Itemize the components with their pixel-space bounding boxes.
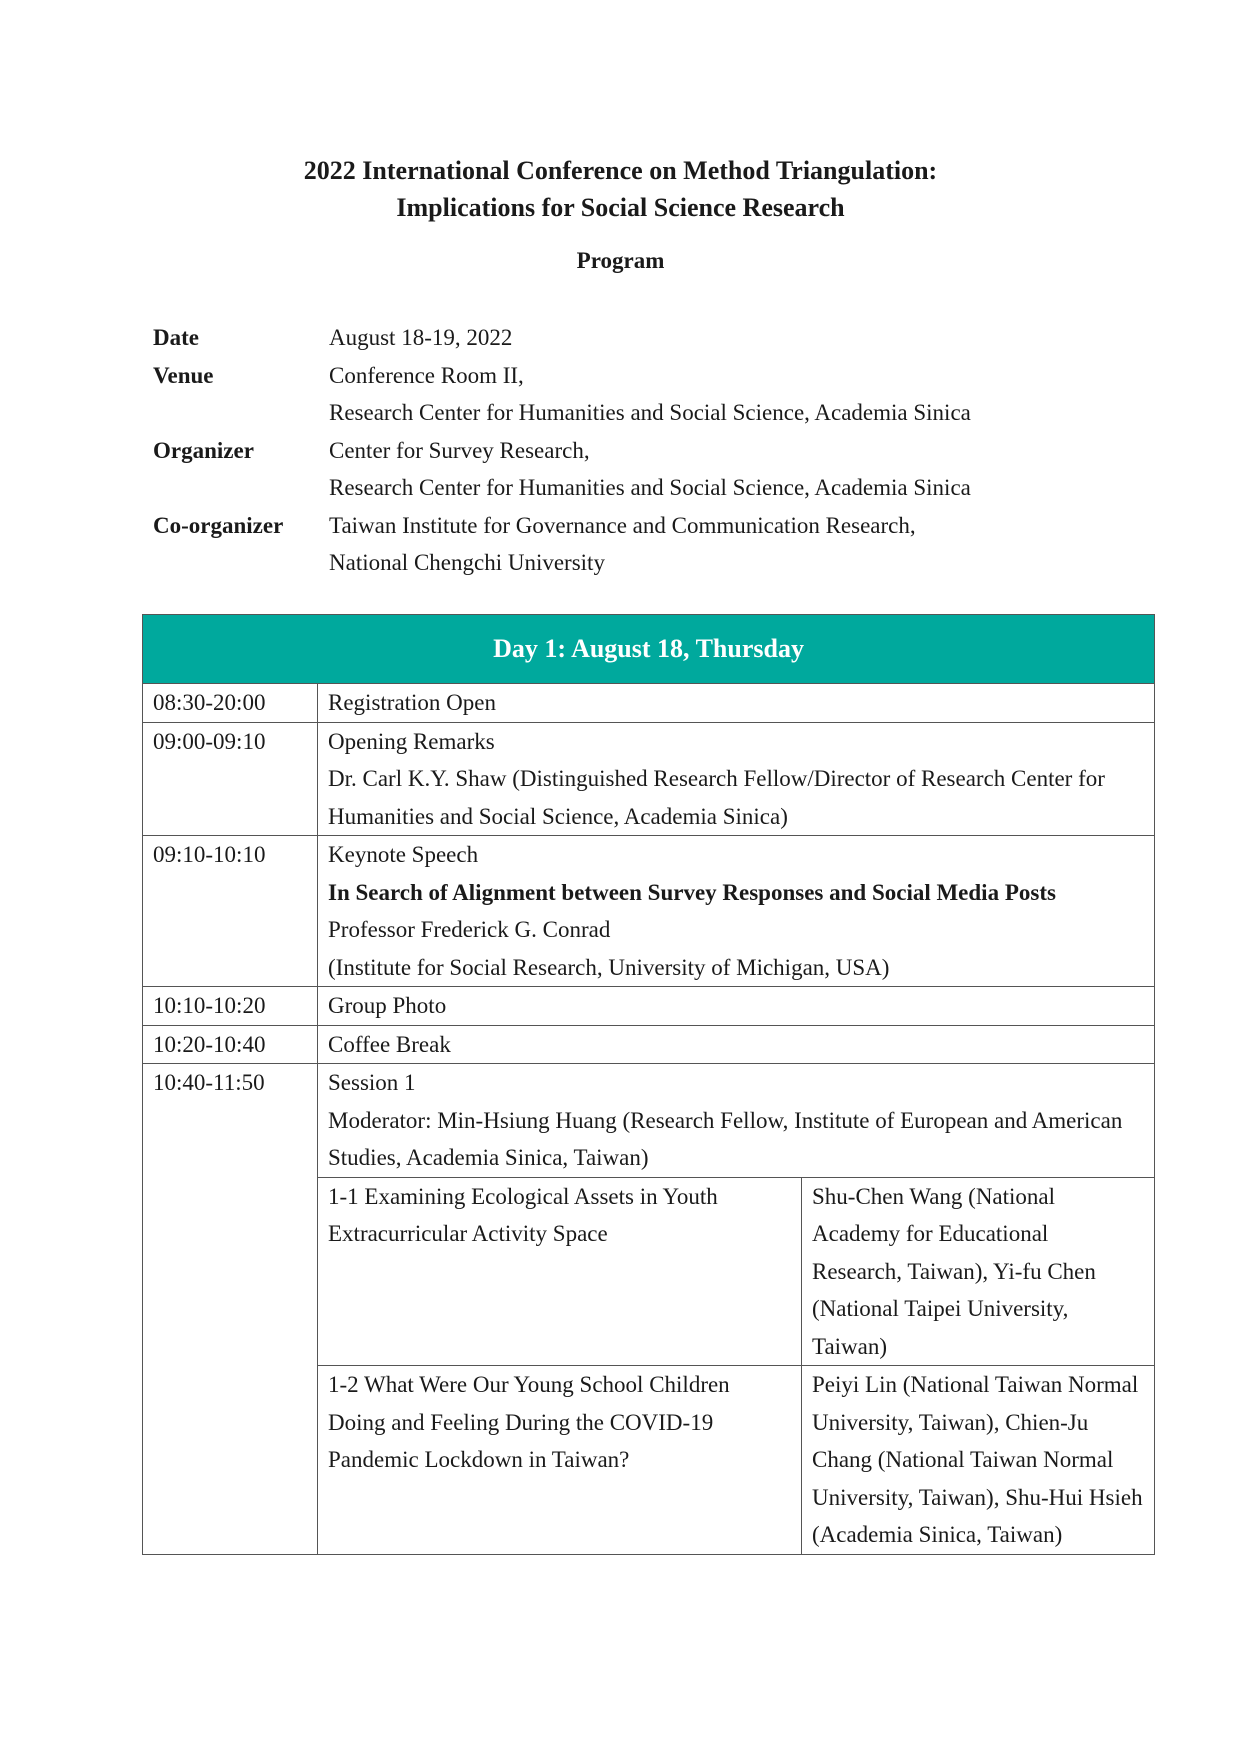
day-header: Day 1: August 18, Thursday [143,615,1155,684]
schedule-row [143,722,1155,836]
time-cell: 10:40-11:50 [143,1064,318,1555]
event-cell [318,1064,1155,1178]
date-value: August 18-19, 2022 [329,325,513,350]
schedule-row [143,836,1155,987]
venue-line-1: Conference Room II, [329,362,524,388]
paper-title: 1-1 Examining Ecological Assets in Youth Extracurricular Activity Space [318,1177,802,1366]
schedule-row [143,1025,1155,1064]
event-cell: Registration Open [318,684,1155,723]
venue-line-2: Research Center for Humanities and Social Science, Academia Sinica [329,400,971,425]
schedule-row [143,684,1155,723]
info-row-coorganizer [153,507,1089,582]
day-header-row [143,615,1155,684]
session-moderator: Moderator: Min-Hsiung Huang (Research Fellow, Institute of European and American Studies, Academia Sinica, Taiwan) [328,1107,1123,1170]
organizer-line-2: Research Center for Humanities and Social Science, Academia Sinica [329,475,971,500]
venue-label: Venue [153,362,214,388]
title-line-2: Implications for Social Science Research [396,193,845,222]
event-speaker: Dr. Carl K.Y. Shaw (Distinguished Research Fellow/Director of Research Center for Humanities and Social Science, Academia Sinica) [328,766,1105,829]
event-cell: Group Photo [318,987,1155,1026]
coorganizer-value [329,507,1089,582]
event-cell [318,722,1155,836]
event-cell: Coffee Break [318,1025,1155,1064]
info-row-date [153,319,1089,357]
program-heading: Program [576,248,665,273]
organizer-line-1: Center for Survey Research, [329,437,590,463]
organizer-label: Organizer [153,437,254,463]
event-speaker: Professor Frederick G. Conrad [328,917,611,942]
date-label: Date [153,325,199,350]
time-cell: 10:20-10:40 [143,1025,318,1064]
info-row-venue [153,357,1089,432]
event-title: Keynote Speech [328,842,479,867]
event-title: Opening Remarks [328,728,495,754]
title-line-1: 2022 International Conference on Method Triangulation: [303,156,938,185]
info-row-organizer [153,432,1089,507]
coorganizer-label: Co-organizer [153,512,284,538]
paper-authors: Shu-Chen Wang (National Academy for Educational Research, Taiwan), Yi-fu Chen (National Taipei University, Taiwan) [802,1177,1155,1366]
coorganizer-line-1: Taiwan Institute for Governance and Communication Research, [329,512,916,538]
paper-authors: Peiyi Lin (National Taiwan Normal University, Taiwan), Chien-Ju Chang (National Taiwan Normal University, Taiwan), Shu-Hui Hsieh (Academia Sinica, Taiwan) [802,1366,1155,1555]
paper-title: 1-2 What Were Our Young School Children Doing and Feeling During the COVID-19 Pandemic Lockdown in Taiwan? [318,1366,802,1555]
session-title: Session 1 [328,1070,416,1095]
venue-value [329,357,1089,432]
time-cell: 09:00-09:10 [143,722,318,836]
schedule-table [142,614,1155,1555]
time-cell: 08:30-20:00 [143,684,318,723]
document-title [0,152,1241,226]
speaker-affiliation: (Institute for Social Research, University of Michigan, USA) [328,954,890,980]
conference-info [153,319,1089,582]
schedule-row [143,987,1155,1026]
event-cell [318,836,1155,987]
organizer-value [329,432,1089,507]
coorganizer-line-2: National Chengchi University [329,550,605,575]
schedule-row [143,1064,1155,1178]
time-cell: 09:10-10:10 [143,836,318,987]
keynote-title: In Search of Alignment between Survey Responses and Social Media Posts [328,879,1056,905]
time-cell: 10:10-10:20 [143,987,318,1026]
